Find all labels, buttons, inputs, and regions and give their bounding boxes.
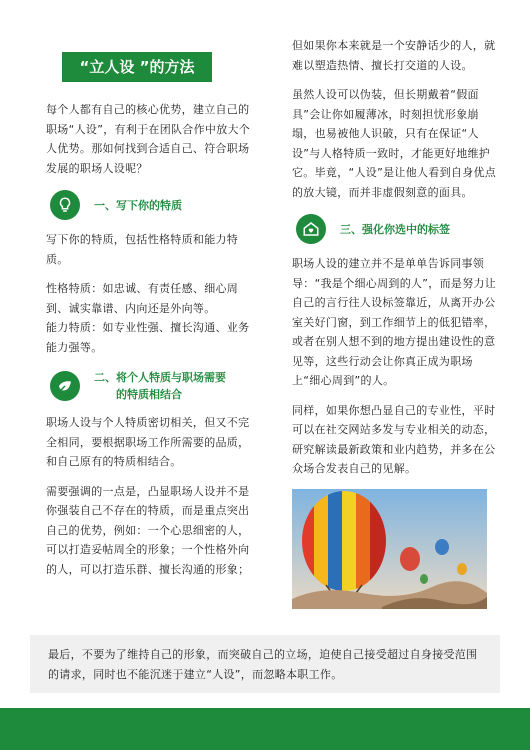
house-heart-icon — [296, 214, 326, 244]
closing-note-text: 最后，不要为了维持自己的形象，而突破自己的立场，迫使自己接受超过自身接受范围的请求，同时也不能沉迷于建立“人设”，而忽略本职工作。 — [48, 648, 478, 681]
section-2-title-line-2: 的特质相结合 — [116, 388, 182, 401]
intro-paragraph: 每个人都有自己的核心优势，建立自己的职场“人设”，有利于在团队合作中放大个人优势。那如何找到合适自己、符合职场发展的职场人设呢？ — [46, 103, 251, 175]
section-2-paragraph-1: 职场人设与个人特质密切相关，但又不完全相同，要根据职场工作所需要的品质，和自己原有的特质相结合。 — [46, 416, 250, 468]
section-2-title-line-1: 二、将个人特质与职场需要 — [94, 371, 226, 384]
section-1-paragraph-3: 能力特质：如专业性强、擅长沟通、业务能力强等。 — [46, 321, 250, 354]
right-paragraph-1: 但如果你本来就是一个安静话少的人，就难以塑造热情、擅长打交道的人设。 — [292, 39, 496, 72]
section-3-paragraph-2: 同样，如果你想凸显自己的专业性，平时可以在社交网站多发与专业相关的动态，研究解读最新政策和业内趋势，并多在公众场合发表自己的见解。 — [292, 403, 496, 475]
section-1-header — [50, 190, 260, 220]
page-title: “立人设 ”的方法 — [62, 52, 212, 82]
footer-bar — [0, 708, 530, 750]
section-3-header — [296, 214, 498, 244]
left-column — [46, 52, 260, 579]
right-column — [292, 36, 498, 609]
lightbulb-icon — [50, 190, 80, 220]
section-2-paragraph-2: 需要强调的一点是，凸显职场人设并不是你强装自己不存在的特质，而是重点突出自己的优势，例如：一个心思细密的人，可以打造妥帖周全的形象；一个性格外向的人，可以打造乐群、擅长沟通的形象； — [46, 484, 250, 576]
right-paragraph-2: 虽然人设可以伪装，但长期戴着“假面具”会让你如履薄冰，时刻担忧形象崩塌，也易被他人识破，只有在保证“人设”与人格特质一致时，才能更好地维护它。毕竟，“人设”是让他人看到自身优点的放大镜，而并非虚假刻意的面具。 — [292, 88, 497, 199]
section-3-paragraph-1: 职场人设的建立并不是单单告诉同事领导：“我是个细心周到的人”，而是努力让自己的言行往人设标签靠近，从离开办公室关好门窗，到工作细节上的低犯错率，或者在别人想不到的地方提出建设性的意见等，这些行动会让你真正成为职场上“细心周到”的人。 — [292, 257, 497, 387]
section-1-title: 一、写下你的特质 — [94, 198, 182, 212]
section-2-title — [94, 369, 226, 403]
section-1-paragraph-2: 性格特质：如忠诚、有责任感、细心周到、诚实靠谱、内向还是外向等。 — [46, 282, 239, 315]
closing-note-box — [30, 635, 500, 693]
section-1-paragraph-1: 写下你的特质，包括性格特质和能力特质。 — [46, 233, 239, 266]
hot-air-balloon-photo — [292, 489, 487, 609]
section-3-title: 三、强化你选中的标签 — [340, 222, 450, 236]
leaf-icon — [50, 371, 80, 401]
section-2-header — [50, 369, 260, 403]
